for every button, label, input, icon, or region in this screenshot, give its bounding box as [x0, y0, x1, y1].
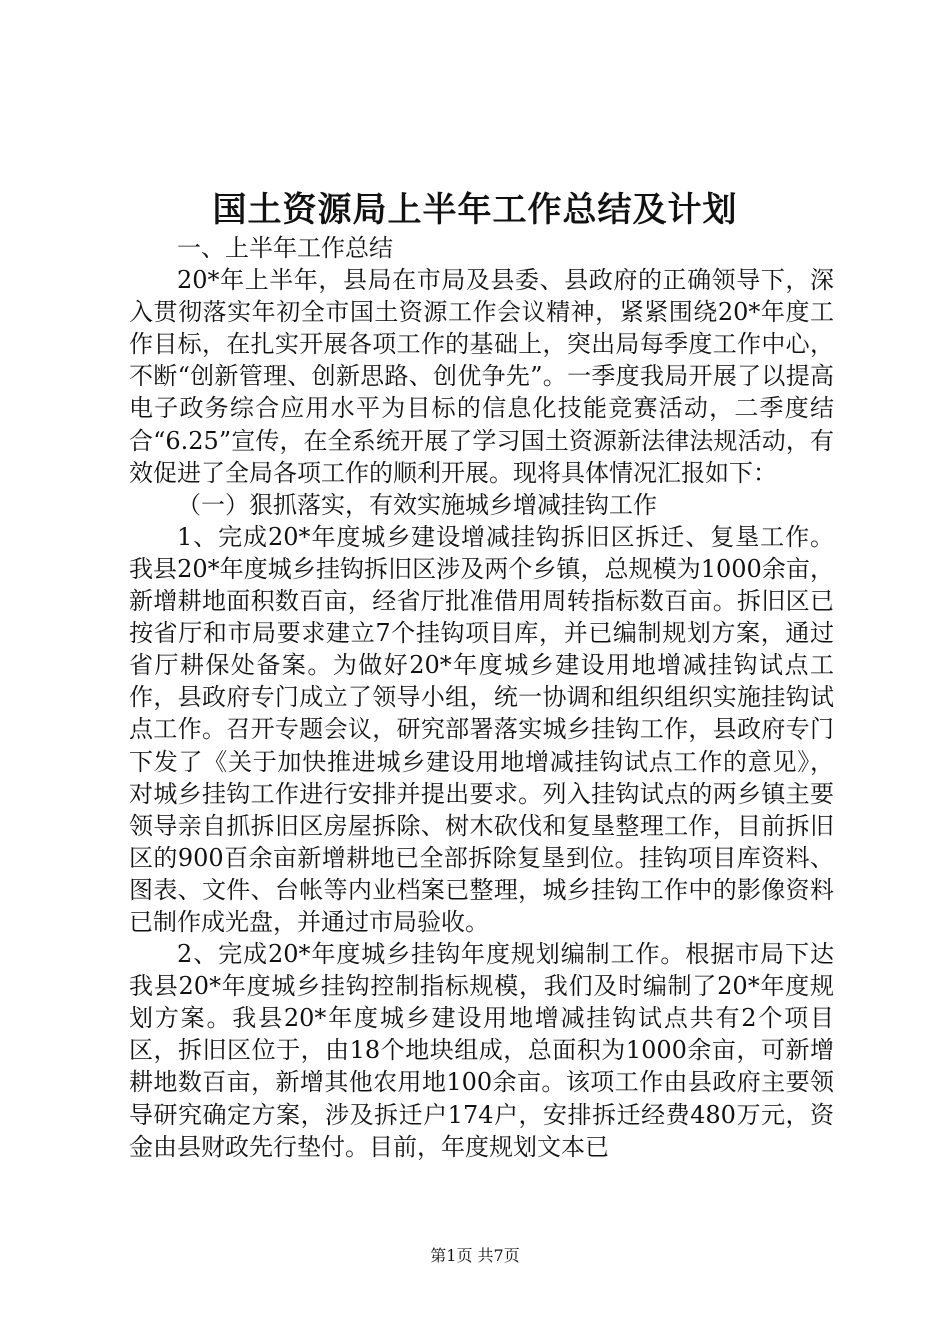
section-heading: 一、上半年工作总结 — [177, 234, 393, 262]
paragraph-item-2: 2、完成20*年度城乡挂钩年度规划编制工作。根据市局下达我县20*年度城乡挂钩控制指标规模，我们及时编制了20*年度规划方案。我县20*年度城乡建设用地增减挂钩试点共有2个项目区，拆旧区位于，由18个地块组成，总面积为1000余亩，可新增耕地数百亩，新增其他农用地100余亩。该项工作由县政府主要领导研究确定方案，涉及拆迁户174户，安排拆迁经费480万元，资金由县财政先行垫付。目前，年度规划文本已 — [129, 940, 834, 1161]
paragraph-item-1: 1、完成20*年度城乡建设增减挂钩拆旧区拆迁、复垦工作。我县20*年度城乡挂钩拆旧区涉及两个乡镇，总规模为1000余亩，新增耕地面积数百亩，经省厅批准借用周转指标数百亩。拆旧区已按省厅和市局要求建立7个挂钩项目库，并已编制规划方案，通过省厅耕保处备案。为做好20*年度城乡建设用地增减挂钩试点工作，县政府专门成立了领导小组，统一协调和组织组织实施挂钩试点工作。召开专题会议，研究部署落实城乡挂钩工作，县政府专门下发了《关于加快推进城乡建设用地增减挂钩试点工作的意见》，对城乡挂钩工作进行安排并提出要求。列入挂钩试点的两乡镇主要领导亲自抓拆旧区房屋拆除、树木砍伐和复垦整理工作，目前拆旧区的900百余亩新增耕地已全部拆除复垦到位。挂钩项目库资料、图表、文件、台帐等内业档案已整理，城乡挂钩工作中的影像资料已制作成光盘，并通过市局验收。 — [129, 522, 834, 936]
document-body — [129, 232, 834, 1163]
page-number: 第1页 共7页 — [430, 1246, 520, 1265]
paragraph-intro: 20*年上半年，县局在市局及县委、县政府的正确领导下，深入贯彻落实年初全市国土资源工作会议精神，紧紧围绕20*年度工作目标，在扎实开展各项工作的基础上，突出局每季度工作中心，不断“创新管理、创新思路、创优争先”。一季度我局开展了以提高电子政务综合应用水平为目标的信息化技能竞赛活动，二季度结合“6.25”宣传，在全系统开展了学习国土资源新法律法规活动，有效促进了全局各项工作的顺利开展。现将具体情况汇报如下： — [129, 266, 834, 487]
document-title: 国土资源局上半年工作总结及计划 — [212, 190, 738, 230]
subsection-heading: （一）狠抓落实，有效实施城乡增减挂钩工作 — [177, 490, 657, 519]
